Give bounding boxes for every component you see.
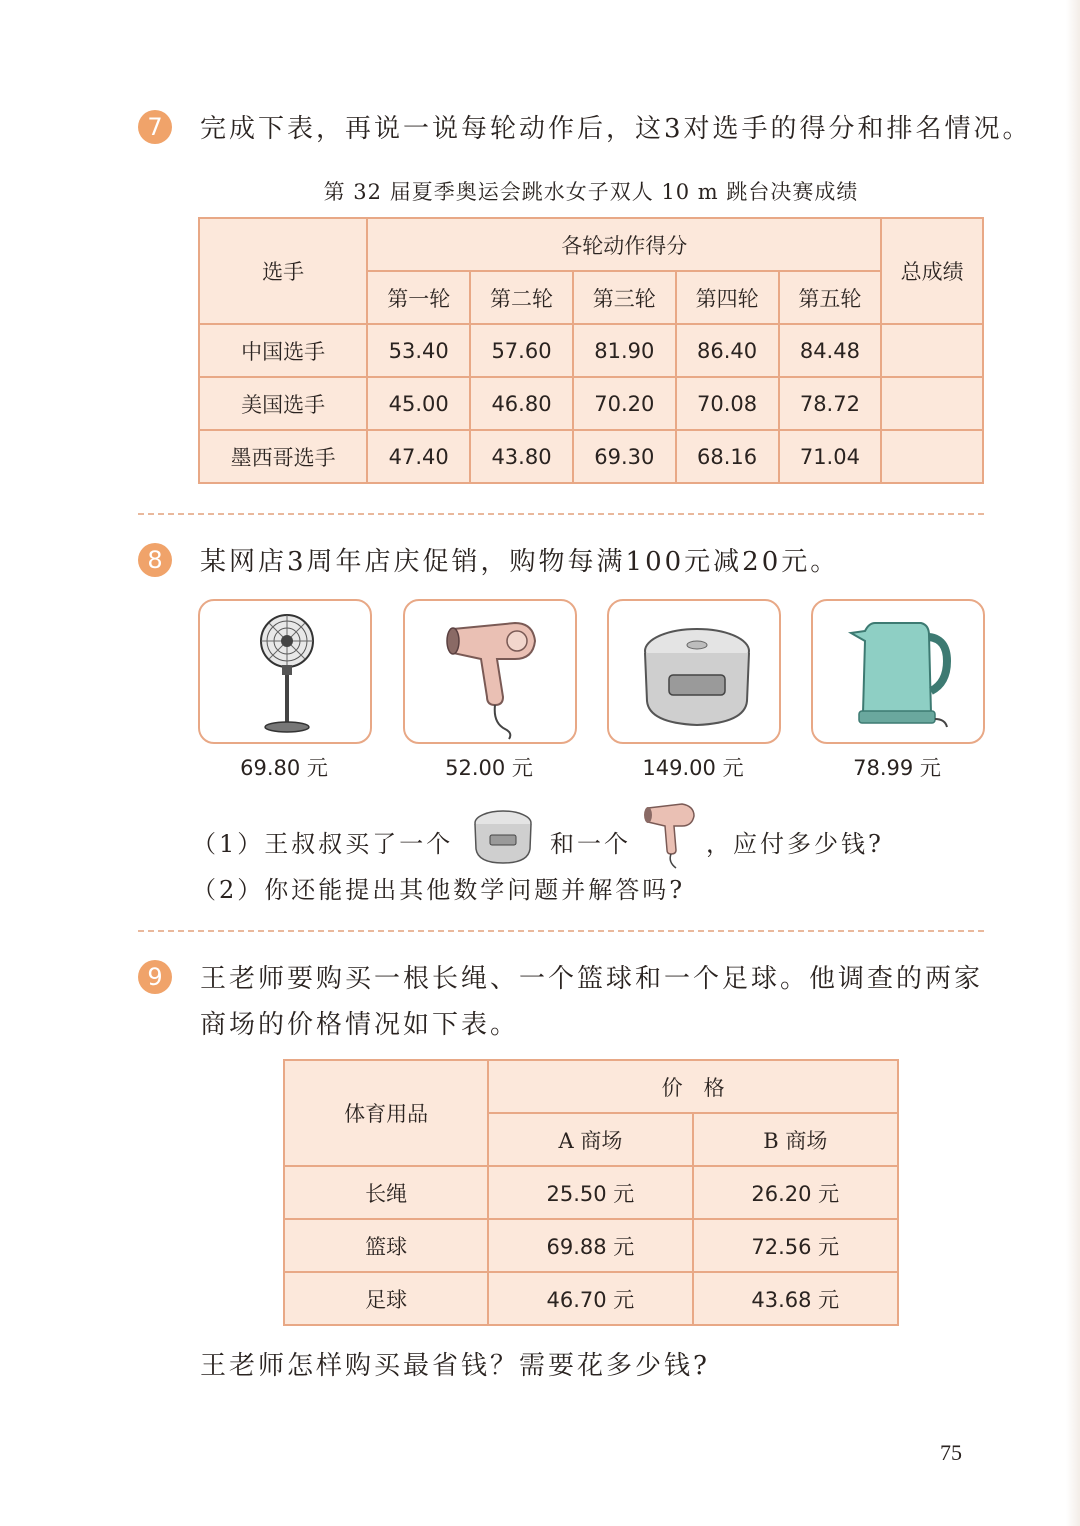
total-answer-cell[interactable] [881, 430, 983, 483]
section-divider [138, 930, 984, 932]
header-price: 价 格 [488, 1060, 898, 1113]
score-cell: 46.80 [470, 377, 573, 430]
score-cell: 70.08 [676, 377, 779, 430]
sports-goods-price-table [283, 1059, 899, 1326]
header-round-scores: 各轮动作得分 [367, 218, 881, 271]
table-row [199, 324, 983, 377]
score-cell: 43.80 [470, 430, 573, 483]
sub-question-1-b: 和一个 [550, 830, 631, 858]
item-name: 长绳 [284, 1166, 488, 1219]
score-cell: 53.40 [367, 324, 470, 377]
price-value: 69.80 [240, 756, 301, 780]
hair-dryer-icon [405, 601, 575, 742]
rice-cooker-icon [609, 601, 779, 742]
score-cell: 68.16 [676, 430, 779, 483]
score-cell: 84.48 [779, 324, 882, 377]
score-cell: 45.00 [367, 377, 470, 430]
electric-kettle-icon [813, 601, 983, 742]
table-row [199, 377, 983, 430]
item-name: 足球 [284, 1272, 488, 1325]
question-9-text-line-1: 王老师要购买一根长绳、一个篮球和一个足球。他调查的两家 [200, 964, 984, 994]
sub-question-1-c: ，应付多少钱? [706, 830, 884, 858]
price-value: 78.99 [853, 756, 914, 780]
price-a: 69.88 元 [488, 1219, 692, 1272]
page-edge-shadow [1066, 0, 1080, 1526]
hair-dryer-icon [640, 798, 698, 870]
header-sports-goods: 体育用品 [284, 1060, 488, 1166]
player-name: 美国选手 [199, 377, 367, 430]
total-answer-cell[interactable] [881, 377, 983, 430]
question-7-text: 完成下表，再说一说每轮动作后，这3对选手的得分和排名情况。 [200, 114, 1032, 144]
product-card-rice-cooker[interactable] [607, 599, 781, 744]
score-cell: 70.20 [573, 377, 676, 430]
price-unit: 元 [511, 756, 533, 780]
product-price [403, 752, 575, 782]
question-8-badge: 8 [138, 543, 172, 577]
sub-question-2: （2）你还能提出其他数学问题并解答吗? [192, 876, 686, 904]
question-9-text-line-2: 商场的价格情况如下表。 [200, 1010, 520, 1040]
header-store-b: B 商场 [693, 1113, 898, 1166]
score-cell: 57.60 [470, 324, 573, 377]
header-total: 总成绩 [881, 218, 983, 324]
sub-question-1-a: （1）王叔叔买了一个 [192, 830, 454, 858]
player-name: 中国选手 [199, 324, 367, 377]
player-name: 墨西哥选手 [199, 430, 367, 483]
price-value: 52.00 [445, 756, 506, 780]
price-b: 72.56 元 [693, 1219, 898, 1272]
q7-table-title: 第 32 届夏季奥运会跳水女子双人 10 m 跳台决赛成绩 [323, 180, 859, 204]
page-number: 75 [940, 1440, 962, 1465]
price-b: 26.20 元 [693, 1166, 898, 1219]
product-card-fan[interactable] [198, 599, 372, 744]
price-a: 25.50 元 [488, 1166, 692, 1219]
score-cell: 86.40 [676, 324, 779, 377]
header-store-a: A 商场 [488, 1113, 692, 1166]
header-round-5: 第五轮 [779, 271, 882, 324]
diving-score-table [198, 217, 984, 484]
rice-cooker-icon [470, 805, 536, 867]
header-round-3: 第三轮 [573, 271, 676, 324]
price-a: 46.70 元 [488, 1272, 692, 1325]
table-row [284, 1219, 898, 1272]
product-card-kettle[interactable] [811, 599, 985, 744]
price-unit: 元 [306, 756, 328, 780]
product-price [811, 752, 983, 782]
score-cell: 78.72 [779, 377, 882, 430]
header-round-2: 第二轮 [470, 271, 573, 324]
price-b: 43.68 元 [693, 1272, 898, 1325]
product-price [607, 752, 779, 782]
question-9-badge: 9 [138, 960, 172, 994]
table-row [284, 1166, 898, 1219]
question-8-text: 某网店3周年店庆促销，购物每满100元减20元。 [200, 547, 840, 577]
header-round-4: 第四轮 [676, 271, 779, 324]
table-row [199, 430, 983, 483]
score-cell: 81.90 [573, 324, 676, 377]
question-9-ask: 王老师怎样购买最省钱？需要花多少钱? [200, 1351, 710, 1381]
product-card-hair-dryer[interactable] [403, 599, 577, 744]
header-round-1: 第一轮 [367, 271, 470, 324]
item-name: 篮球 [284, 1219, 488, 1272]
section-divider [138, 513, 984, 515]
total-answer-cell[interactable] [881, 324, 983, 377]
score-cell: 71.04 [779, 430, 882, 483]
score-cell: 47.40 [367, 430, 470, 483]
price-unit: 元 [919, 756, 941, 780]
score-cell: 69.30 [573, 430, 676, 483]
header-player: 选手 [199, 218, 367, 324]
price-unit: 元 [722, 756, 744, 780]
electric-fan-icon [200, 601, 370, 742]
product-price [198, 752, 370, 782]
question-7-badge: 7 [138, 110, 172, 144]
table-row [284, 1272, 898, 1325]
price-value: 149.00 [642, 756, 716, 780]
